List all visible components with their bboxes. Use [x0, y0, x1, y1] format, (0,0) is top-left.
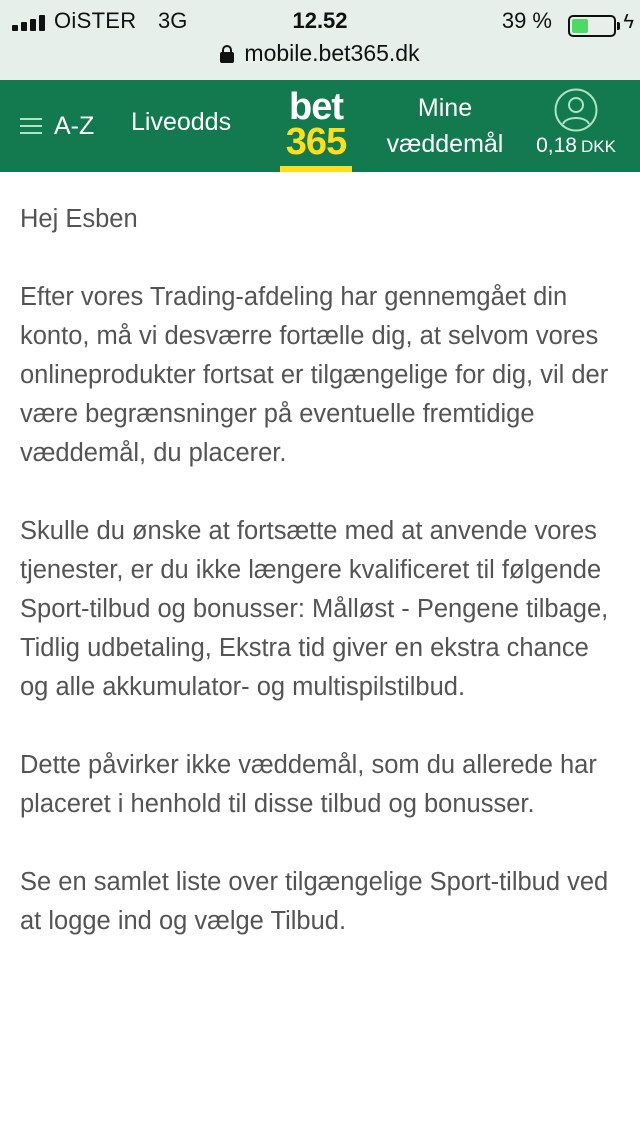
my-bets-label-line2: væddemål: [386, 130, 504, 158]
battery-level: [572, 19, 588, 33]
liveodds-link[interactable]: Liveodds: [131, 108, 232, 136]
balance-currency: DKK: [580, 137, 616, 156]
message-body: [20, 200, 624, 980]
charging-bolt-icon: ϟ: [623, 11, 634, 33]
hamburger-icon: [20, 118, 42, 134]
battery-percent: 39 %: [501, 8, 552, 33]
address-bar[interactable]: [0, 40, 640, 72]
menu-az-label: A-Z: [54, 111, 95, 140]
logo-text-bet: bet: [289, 86, 343, 128]
account-button[interactable]: [524, 88, 628, 158]
lock-icon: [220, 45, 234, 63]
message-paragraph: Efter vores Trading-afdeling har gennemgået din konto, må vi desværre fortælle dig, at selvom vores onlineprodukter fortsat er tilgængelige for dig, vil der være begrænsninger på eventuelle fremtidige væddemål, du placerer.: [20, 283, 609, 467]
battery-icon: [568, 15, 616, 37]
site-header: [0, 80, 640, 172]
url-text: mobile.bet365.dk: [244, 40, 420, 66]
message-paragraph: Skulle du ønske at fortsætte med at anvende vores tjenester, er du ikke længere kvalificeret til følgende Sport-tilbud og bonusser: Målløst - Pengene tilbage, Tidlig udbetaling, Ekstra tid giver en ekstra chance og alle akkumulator- og multispilstilbud.: [20, 517, 609, 701]
menu-az-button[interactable]: [20, 108, 94, 144]
message-paragraph: Dette påvirker ikke væddemål, som du allerede har placeret i henhold til disse tilbud og bonusser.: [20, 751, 597, 818]
bet365-logo[interactable]: [280, 86, 352, 172]
balance-amount: 0,18: [536, 134, 577, 157]
user-avatar-icon: [554, 88, 598, 132]
account-balance: [524, 134, 628, 158]
status-time: 12.52: [292, 8, 348, 33]
logo-text-365: 365: [285, 121, 347, 163]
carrier-name: OiSTER: [54, 8, 137, 33]
network-type: 3G: [158, 8, 188, 33]
logo-active-underline: [280, 166, 352, 172]
status-bar: [0, 0, 640, 80]
message-paragraph: Se en samlet liste over tilgængelige Sport-tilbud ved at logge ind og vælge Tilbud.: [20, 868, 609, 935]
status-row: [0, 6, 640, 38]
my-bets-link[interactable]: [372, 90, 518, 162]
greeting: Hej Esben: [20, 205, 138, 233]
my-bets-label-line1: Mine: [417, 94, 473, 122]
